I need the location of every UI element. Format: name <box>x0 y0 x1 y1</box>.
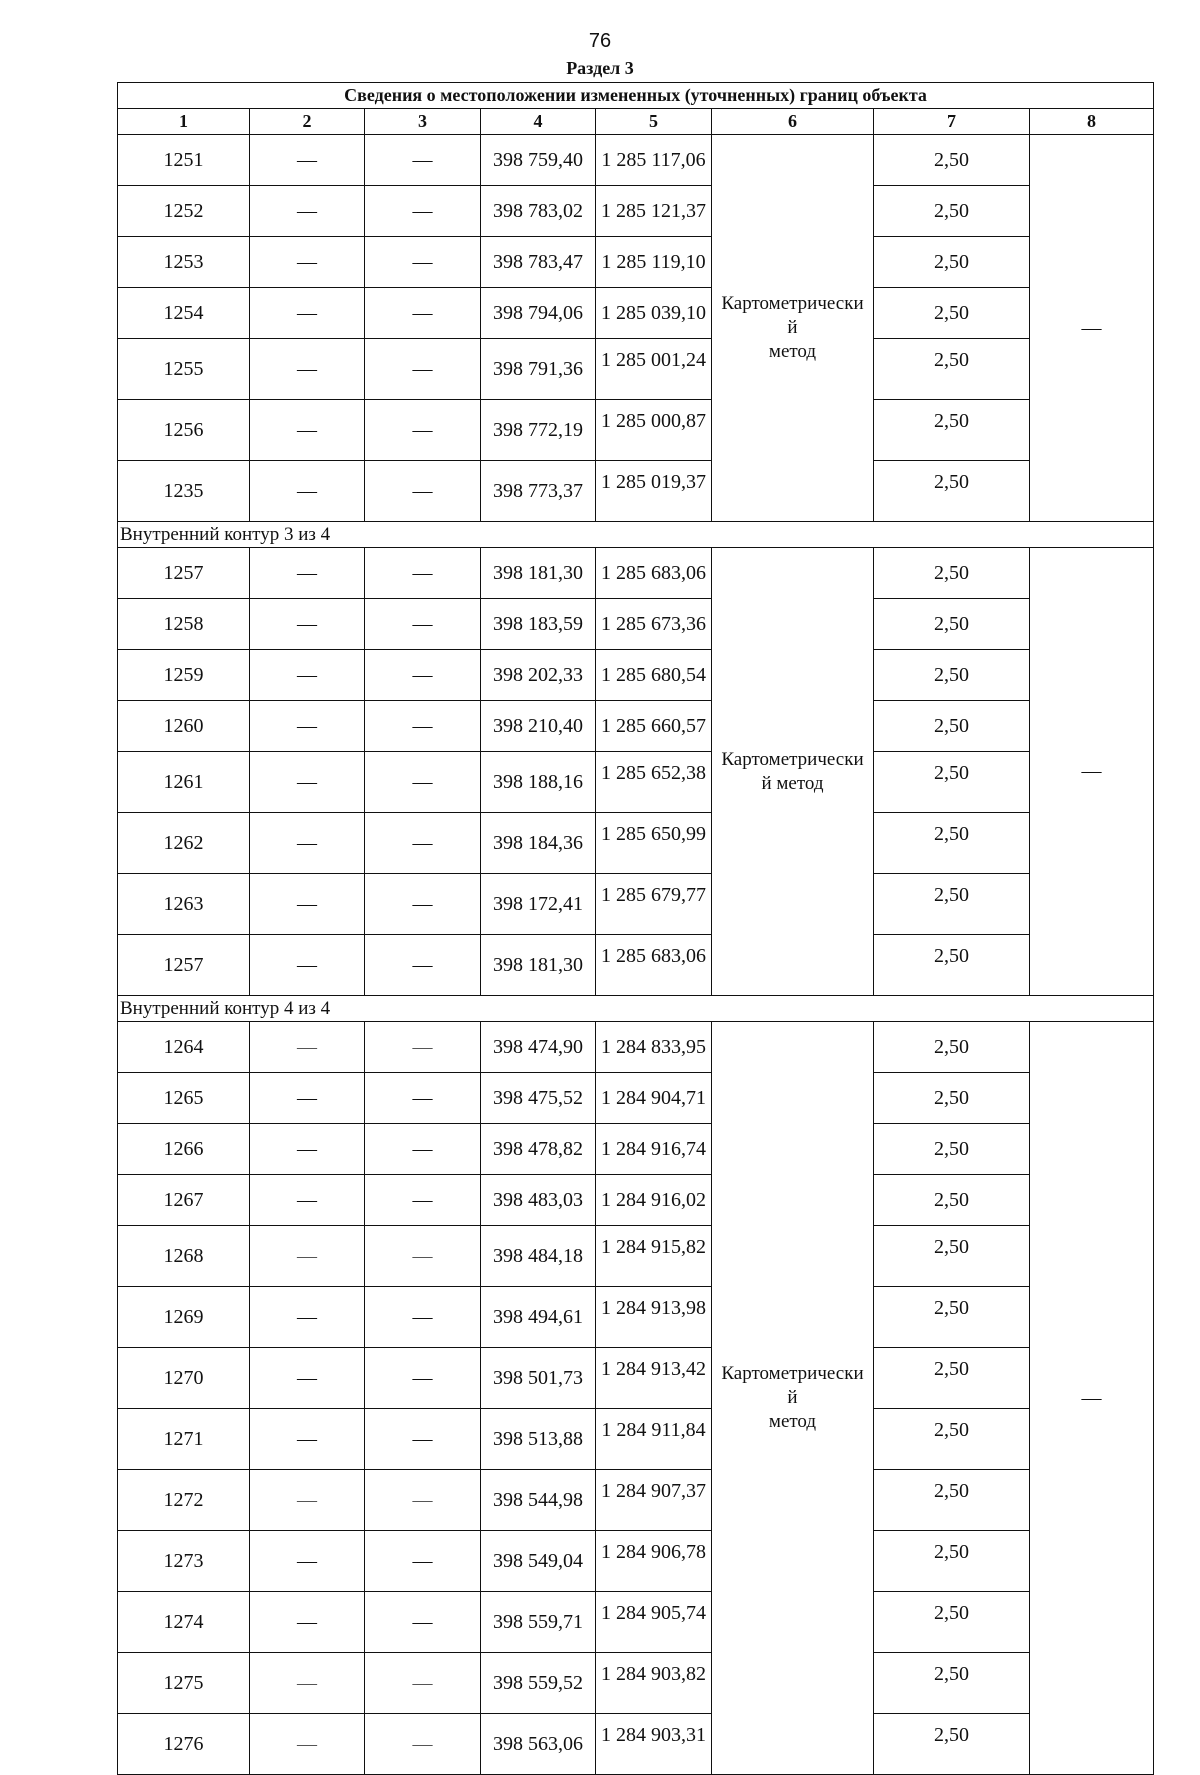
point-number: 1273 <box>118 1531 250 1592</box>
col7-value: 2,50 <box>874 935 1030 996</box>
point-number: 1267 <box>118 1175 250 1226</box>
coordinate-y: 1 285 039,10 <box>596 288 712 339</box>
col2-value: — <box>250 1287 365 1348</box>
table-row <box>118 400 1154 461</box>
coordinate-x: 398 559,52 <box>481 1653 596 1714</box>
point-number: 1271 <box>118 1409 250 1470</box>
contour-label: Внутренний контур 4 из 4 <box>118 996 1154 1022</box>
table-row <box>118 1653 1154 1714</box>
col2-value: — <box>250 186 365 237</box>
col2-value: — <box>250 135 365 186</box>
method-cell <box>712 135 874 522</box>
col2-value: — <box>250 288 365 339</box>
coordinate-y: 1 284 915,82 <box>596 1226 712 1287</box>
table-row <box>118 288 1154 339</box>
point-number: 1260 <box>118 701 250 752</box>
table-row <box>118 1531 1154 1592</box>
method-cell <box>712 1022 874 1775</box>
coordinate-x: 398 559,71 <box>481 1592 596 1653</box>
table-row <box>118 1714 1154 1775</box>
table-row <box>118 1287 1154 1348</box>
col7-value: 2,50 <box>874 1592 1030 1653</box>
table-row <box>118 461 1154 522</box>
col7-value: 2,50 <box>874 1531 1030 1592</box>
col3-value: — <box>365 1022 481 1073</box>
table-row <box>118 1175 1154 1226</box>
point-number: 1269 <box>118 1287 250 1348</box>
column-header-2: 2 <box>250 109 365 135</box>
col2-value: — <box>250 339 365 400</box>
point-number: 1274 <box>118 1592 250 1653</box>
col2-value: — <box>250 813 365 874</box>
col3-value: — <box>365 1714 481 1775</box>
method-line: й <box>787 1387 798 1408</box>
coordinate-y: 1 285 000,87 <box>596 400 712 461</box>
col7-value: 2,50 <box>874 1124 1030 1175</box>
table-body <box>118 135 1154 1775</box>
col7-value: 2,50 <box>874 1348 1030 1409</box>
col7-value: 2,50 <box>874 650 1030 701</box>
coordinate-x: 398 501,73 <box>481 1348 596 1409</box>
col2-value: — <box>250 752 365 813</box>
col3-value: — <box>365 1592 481 1653</box>
col2-value: — <box>250 599 365 650</box>
coordinate-y: 1 284 913,42 <box>596 1348 712 1409</box>
col3-value: — <box>365 135 481 186</box>
coordinate-x: 398 772,19 <box>481 400 596 461</box>
contour-label-row <box>118 522 1154 548</box>
coordinate-x: 398 474,90 <box>481 1022 596 1073</box>
point-number: 1258 <box>118 599 250 650</box>
point-number: 1256 <box>118 400 250 461</box>
col3-value: — <box>365 935 481 996</box>
col3-value: — <box>365 339 481 400</box>
table-row <box>118 701 1154 752</box>
col3-value: — <box>365 237 481 288</box>
table-row <box>118 1470 1154 1531</box>
method-line: метод <box>768 1411 817 1432</box>
coordinate-y: 1 284 903,82 <box>596 1653 712 1714</box>
coordinate-x: 398 794,06 <box>481 288 596 339</box>
boundary-table <box>117 82 1154 1775</box>
coordinate-y: 1 285 652,38 <box>596 752 712 813</box>
coordinate-y: 1 284 904,71 <box>596 1073 712 1124</box>
coordinate-y: 1 285 650,99 <box>596 813 712 874</box>
table-row <box>118 935 1154 996</box>
col7-value: 2,50 <box>874 135 1030 186</box>
col7-value: 2,50 <box>874 1226 1030 1287</box>
col7-value: 2,50 <box>874 288 1030 339</box>
point-number: 1266 <box>118 1124 250 1175</box>
column-header-3: 3 <box>365 109 481 135</box>
col7-value: 2,50 <box>874 461 1030 522</box>
coordinate-x: 398 475,52 <box>481 1073 596 1124</box>
method-cell <box>712 548 874 996</box>
col2-value: — <box>250 400 365 461</box>
contour-label: Внутренний контур 3 из 4 <box>118 522 1154 548</box>
coordinate-x: 398 184,36 <box>481 813 596 874</box>
table-row <box>118 1226 1154 1287</box>
coordinate-y: 1 284 905,74 <box>596 1592 712 1653</box>
col3-value: — <box>365 1348 481 1409</box>
column-header-6: 6 <box>712 109 874 135</box>
col3-value: — <box>365 1226 481 1287</box>
table-row <box>118 339 1154 400</box>
method-line: Картометрически <box>721 293 864 314</box>
col2-value: — <box>250 701 365 752</box>
table-row <box>118 599 1154 650</box>
coordinate-x: 398 181,30 <box>481 548 596 599</box>
table-row <box>118 752 1154 813</box>
column-header-5: 5 <box>596 109 712 135</box>
point-number: 1272 <box>118 1470 250 1531</box>
point-number: 1264 <box>118 1022 250 1073</box>
coordinate-x: 398 563,06 <box>481 1714 596 1775</box>
col2-value: — <box>250 935 365 996</box>
contour-label-row <box>118 996 1154 1022</box>
col8-value: — <box>1030 135 1154 522</box>
coordinate-y: 1 284 911,84 <box>596 1409 712 1470</box>
coordinate-x: 398 783,02 <box>481 186 596 237</box>
coordinate-x: 398 181,30 <box>481 935 596 996</box>
col7-value: 2,50 <box>874 1653 1030 1714</box>
col7-value: 2,50 <box>874 186 1030 237</box>
coordinate-y: 1 285 119,10 <box>596 237 712 288</box>
coordinate-y: 1 285 019,37 <box>596 461 712 522</box>
coordinate-x: 398 494,61 <box>481 1287 596 1348</box>
col7-value: 2,50 <box>874 400 1030 461</box>
col7-value: 2,50 <box>874 1175 1030 1226</box>
col2-value: — <box>250 1714 365 1775</box>
col2-value: — <box>250 461 365 522</box>
table-title: Сведения о местоположении измененных (уточненных) границ объекта <box>118 83 1154 109</box>
coordinate-y: 1 284 903,31 <box>596 1714 712 1775</box>
col2-value: — <box>250 1409 365 1470</box>
col7-value: 2,50 <box>874 237 1030 288</box>
point-number: 1253 <box>118 237 250 288</box>
column-header-1: 1 <box>118 109 250 135</box>
col2-value: — <box>250 1348 365 1409</box>
coordinate-x: 398 478,82 <box>481 1124 596 1175</box>
col7-value: 2,50 <box>874 1073 1030 1124</box>
col7-value: 2,50 <box>874 599 1030 650</box>
coordinate-y: 1 285 121,37 <box>596 186 712 237</box>
table-row <box>118 874 1154 935</box>
col7-value: 2,50 <box>874 1287 1030 1348</box>
point-number: 1259 <box>118 650 250 701</box>
col7-value: 2,50 <box>874 874 1030 935</box>
col7-value: 2,50 <box>874 1714 1030 1775</box>
column-header-4: 4 <box>481 109 596 135</box>
table-row <box>118 1022 1154 1073</box>
col3-value: — <box>365 650 481 701</box>
col3-value: — <box>365 1287 481 1348</box>
table-row <box>118 1073 1154 1124</box>
col3-value: — <box>365 288 481 339</box>
point-number: 1262 <box>118 813 250 874</box>
coordinate-y: 1 284 906,78 <box>596 1531 712 1592</box>
method-line: Картометрически <box>721 1363 864 1384</box>
point-number: 1235 <box>118 461 250 522</box>
coordinate-y: 1 285 679,77 <box>596 874 712 935</box>
column-header-7: 7 <box>874 109 1030 135</box>
point-number: 1257 <box>118 548 250 599</box>
col2-value: — <box>250 237 365 288</box>
point-number: 1257 <box>118 935 250 996</box>
col3-value: — <box>365 186 481 237</box>
col7-value: 2,50 <box>874 339 1030 400</box>
col2-value: — <box>250 1226 365 1287</box>
col3-value: — <box>365 1653 481 1714</box>
table-row <box>118 1409 1154 1470</box>
point-number: 1265 <box>118 1073 250 1124</box>
method-line: метод <box>768 341 817 362</box>
method-line: Картометрически <box>721 748 864 770</box>
point-number: 1270 <box>118 1348 250 1409</box>
point-number: 1251 <box>118 135 250 186</box>
coordinate-x: 398 484,18 <box>481 1226 596 1287</box>
table-row <box>118 237 1154 288</box>
col2-value: — <box>250 1653 365 1714</box>
col2-value: — <box>250 874 365 935</box>
col2-value: — <box>250 1175 365 1226</box>
coordinate-y: 1 284 916,02 <box>596 1175 712 1226</box>
col8-value: — <box>1030 548 1154 996</box>
coordinate-x: 398 483,03 <box>481 1175 596 1226</box>
coordinate-x: 398 513,88 <box>481 1409 596 1470</box>
table-row <box>118 548 1154 599</box>
col2-value: — <box>250 1073 365 1124</box>
col2-value: — <box>250 1470 365 1531</box>
coordinate-x: 398 210,40 <box>481 701 596 752</box>
coordinate-x: 398 544,98 <box>481 1470 596 1531</box>
coordinate-x: 398 183,59 <box>481 599 596 650</box>
col3-value: — <box>365 400 481 461</box>
coordinate-y: 1 284 907,37 <box>596 1470 712 1531</box>
section-title: Раздел 3 <box>566 58 634 78</box>
point-number: 1268 <box>118 1226 250 1287</box>
coordinate-x: 398 202,33 <box>481 650 596 701</box>
col3-value: — <box>365 599 481 650</box>
col3-value: — <box>365 1175 481 1226</box>
coordinate-x: 398 188,16 <box>481 752 596 813</box>
col7-value: 2,50 <box>874 701 1030 752</box>
col3-value: — <box>365 1409 481 1470</box>
col7-value: 2,50 <box>874 1409 1030 1470</box>
col3-value: — <box>365 1531 481 1592</box>
col3-value: — <box>365 874 481 935</box>
col7-value: 2,50 <box>874 752 1030 813</box>
coordinate-x: 398 549,04 <box>481 1531 596 1592</box>
coordinate-y: 1 285 683,06 <box>596 548 712 599</box>
table-row <box>118 813 1154 874</box>
coordinate-y: 1 284 916,74 <box>596 1124 712 1175</box>
coordinate-y: 1 285 680,54 <box>596 650 712 701</box>
col2-value: — <box>250 650 365 701</box>
col7-value: 2,50 <box>874 548 1030 599</box>
col2-value: — <box>250 1592 365 1653</box>
point-number: 1276 <box>118 1714 250 1775</box>
column-header-8: 8 <box>1030 109 1154 135</box>
point-number: 1275 <box>118 1653 250 1714</box>
col3-value: — <box>365 701 481 752</box>
col2-value: — <box>250 1022 365 1073</box>
coordinate-y: 1 285 001,24 <box>596 339 712 400</box>
col3-value: — <box>365 1470 481 1531</box>
coordinate-y: 1 285 117,06 <box>596 135 712 186</box>
table-row <box>118 1124 1154 1175</box>
coordinate-x: 398 783,47 <box>481 237 596 288</box>
col2-value: — <box>250 1531 365 1592</box>
col3-value: — <box>365 461 481 522</box>
table-row <box>118 650 1154 701</box>
col7-value: 2,50 <box>874 1470 1030 1531</box>
point-number: 1261 <box>118 752 250 813</box>
table-row <box>118 1348 1154 1409</box>
table-row <box>118 135 1154 186</box>
coordinate-y: 1 285 683,06 <box>596 935 712 996</box>
point-number: 1252 <box>118 186 250 237</box>
page-number: 76 <box>588 30 612 52</box>
table-row <box>118 1592 1154 1653</box>
method-line: й <box>787 317 798 338</box>
coordinate-y: 1 284 833,95 <box>596 1022 712 1073</box>
col3-value: — <box>365 813 481 874</box>
coordinate-y: 1 285 660,57 <box>596 701 712 752</box>
col3-value: — <box>365 1124 481 1175</box>
point-number: 1254 <box>118 288 250 339</box>
point-number: 1255 <box>118 339 250 400</box>
coordinate-y: 1 284 913,98 <box>596 1287 712 1348</box>
col3-value: — <box>365 548 481 599</box>
col3-value: — <box>365 1073 481 1124</box>
col8-value: — <box>1030 1022 1154 1775</box>
coordinate-y: 1 285 673,36 <box>596 599 712 650</box>
col2-value: — <box>250 548 365 599</box>
col2-value: — <box>250 1124 365 1175</box>
point-number: 1263 <box>118 874 250 935</box>
col7-value: 2,50 <box>874 1022 1030 1073</box>
table-row <box>118 186 1154 237</box>
col3-value: — <box>365 752 481 813</box>
coordinate-x: 398 773,37 <box>481 461 596 522</box>
coordinate-x: 398 172,41 <box>481 874 596 935</box>
coordinate-x: 398 759,40 <box>481 135 596 186</box>
method-line: й метод <box>761 772 824 794</box>
coordinate-x: 398 791,36 <box>481 339 596 400</box>
col7-value: 2,50 <box>874 813 1030 874</box>
